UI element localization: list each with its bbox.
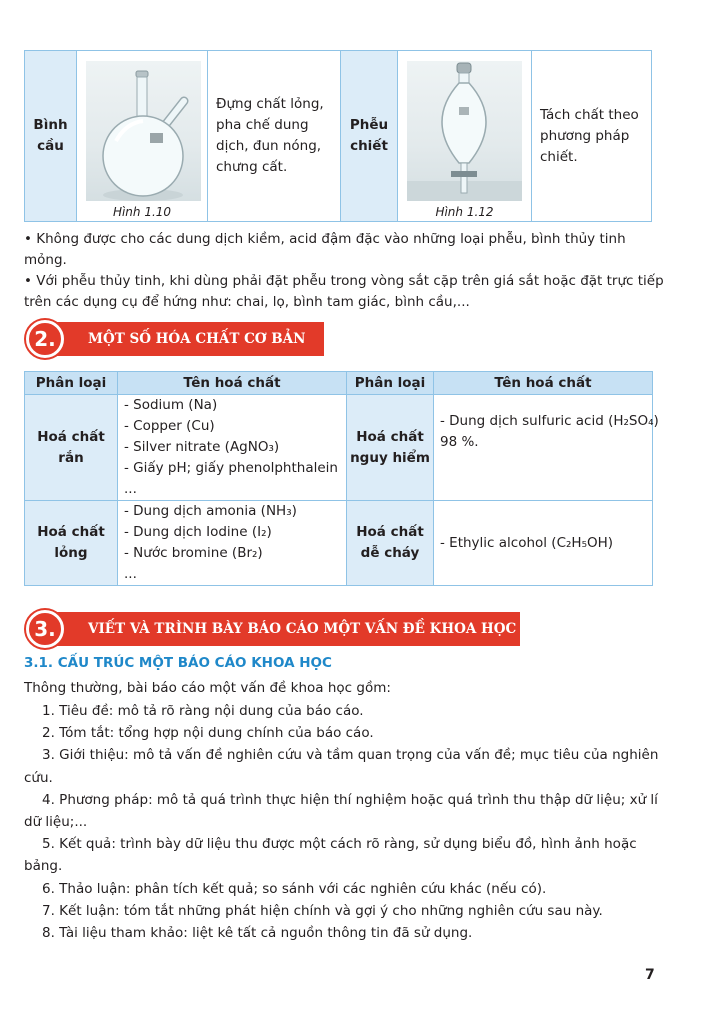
list-item: 3. Giới thiệu: mô tả vấn đề nghiên cứu và tầm quan trọng của vấn đề; mục tiêu của nghiên cứu.	[24, 747, 659, 786]
page-number: 7	[645, 967, 655, 983]
round-bottom-flask-photo	[86, 61, 201, 201]
column-header: Tên hoá chất	[434, 372, 653, 395]
report-structure-list	[24, 700, 664, 944]
figure-caption: Hình 1.12	[435, 205, 494, 219]
chemical-item: - Copper (Cu)	[124, 418, 215, 434]
note-item: • Với phễu thủy tinh, khi dùng phải đặt phễu trong vòng sắt cặp trên giá sắt hoặc đặt trực tiếp trên các dụng cụ để hứng như: chai, lọ, bình tam giác, bình cầu,...	[24, 273, 664, 310]
intro-text: Thông thường, bài báo cáo một vấn đề khoa học gồm:	[24, 680, 391, 696]
list-item: 4. Phương pháp: mô tả quá trình thực hiện thí nghiệm hoặc quá trình thu thập dữ liệu; xử lí dữ liệu;...	[24, 791, 658, 831]
category-cell: Hoá chất rắn	[25, 395, 118, 501]
section-number-badge: 2.	[26, 320, 64, 358]
chemical-item: - Giấy pH; giấy phenolphthalein	[124, 460, 338, 476]
category-cell: Hoá chất nguy hiểm	[347, 395, 434, 501]
table-row	[25, 395, 653, 501]
chemical-item: 98 %.	[440, 434, 479, 450]
list-item: 1. Tiêu đề: mô tả rõ ràng nội dung của báo cáo.	[42, 703, 364, 719]
equipment-table	[24, 50, 652, 222]
category-cell: Hoá chất dễ cháy	[347, 501, 434, 586]
equipment-photo-cell	[398, 51, 532, 221]
chemical-item: - Nước bromine (Br₂)	[124, 545, 263, 561]
figure-caption: Hình 1.10	[112, 205, 172, 219]
section-title: VIẾT VÀ TRÌNH BÀY BÁO CÁO MỘT VẤN ĐỀ KHOA HỌC	[88, 621, 517, 637]
chemical-item: - Silver nitrate (AgNO₃)	[124, 439, 280, 455]
round-bottom-flask-illustration	[86, 61, 201, 201]
chemical-item: ...	[124, 566, 137, 582]
list-item: 6. Thảo luận: phân tích kết quả; so sánh với các nghiên cứu khác (nếu có).	[42, 880, 547, 897]
chemical-item: - Dung dịch Iodine (I₂)	[124, 524, 272, 540]
column-header: Phân loại	[347, 372, 434, 395]
chemical-item: - Dung dịch sulfuric acid (H₂SO₄)	[440, 413, 659, 429]
chemical-item: - Sodium (Na)	[124, 397, 218, 413]
equipment-photo-cell	[77, 51, 208, 221]
separatory-funnel-illustration	[407, 61, 522, 201]
column-header: Phân loại	[25, 372, 118, 395]
table-row	[25, 501, 653, 586]
chemical-item: - Dung dịch amonia (NH₃)	[124, 503, 297, 519]
list-item: 8. Tài liệu tham khảo: liệt kê tất cả nguồn thông tin đã sử dụng.	[42, 925, 473, 942]
chemicals-cell	[118, 395, 347, 501]
equipment-use: Tách chất theo phương pháp chiết.	[540, 106, 639, 165]
section-title: MỘT SỐ HÓA CHẤT CƠ BẢN	[88, 331, 306, 347]
equipment-name: Phễu chiết	[341, 51, 398, 221]
section-3-header	[26, 612, 526, 648]
chemicals-cell	[118, 501, 347, 586]
note-item: • Không được cho các dung dịch kiềm, acid đậm đặc vào những loại phễu, bình thủy tinh mỏng.	[24, 231, 626, 268]
chemicals-cell	[434, 501, 653, 586]
subsection-heading: 3.1. CẤU TRÚC MỘT BÁO CÁO KHOA HỌC	[24, 655, 332, 671]
chemicals-table	[24, 371, 659, 586]
list-item: 7. Kết luận: tóm tắt những phát hiện chính và gợi ý cho những nghiên cứu sau này.	[42, 902, 603, 919]
list-item: 2. Tóm tắt: tổng hợp nội dung chính của báo cáo.	[42, 725, 374, 742]
separatory-funnel-photo	[407, 61, 522, 201]
chemicals-cell	[434, 395, 659, 501]
chemical-item: ...	[124, 481, 137, 497]
section-number-badge: 3.	[26, 610, 64, 648]
equipment-name: Bình cầu	[25, 51, 77, 221]
category-cell: Hoá chất lỏng	[25, 501, 118, 586]
notes-list	[24, 229, 664, 313]
chemical-item: - Ethylic alcohol (C₂H₅OH)	[440, 534, 614, 551]
column-header: Tên hoá chất	[118, 372, 347, 395]
list-item: 5. Kết quả: trình bày dữ liệu thu được một cách rõ ràng, sử dụng biểu đồ, hình ảnh hoặc bảng.	[24, 836, 637, 875]
table-header-row	[25, 372, 653, 395]
section-2-header	[26, 322, 326, 358]
equipment-use: Đựng chất lỏng, pha chế dung dịch, đun nóng, chưng cất.	[208, 51, 341, 221]
